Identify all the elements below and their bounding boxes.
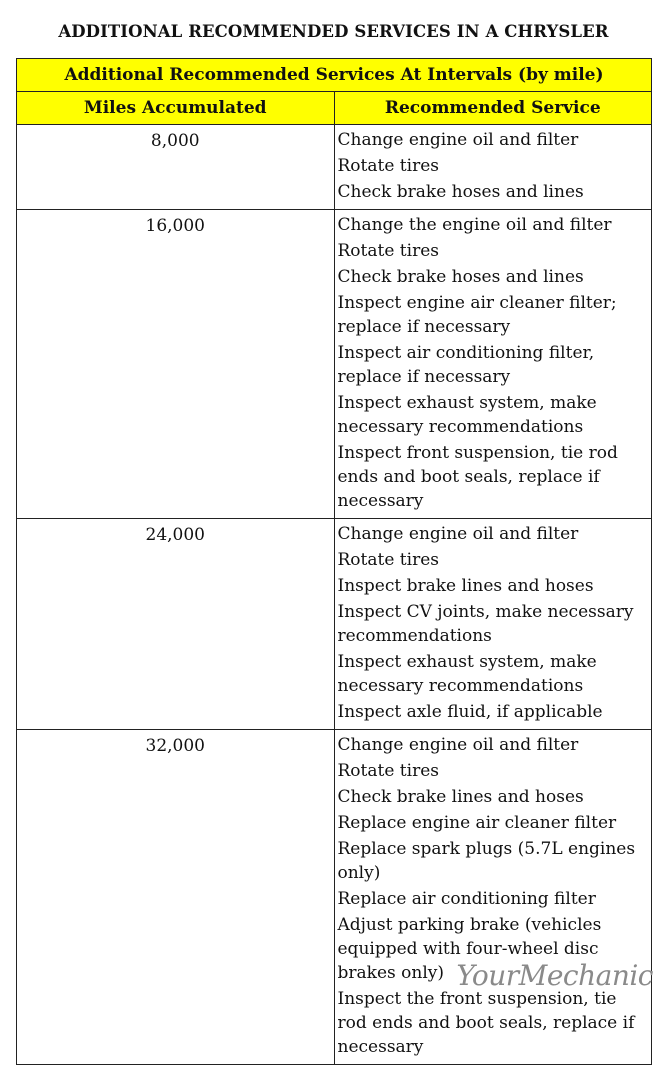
service-item: Replace engine air cleaner filter: [337, 813, 617, 833]
table-caption-row: [17, 59, 652, 92]
table-row: [17, 125, 652, 210]
service-item: Inspect axle fluid, if applicable: [337, 702, 603, 722]
service-item: Inspect brake lines and hoses: [337, 576, 594, 596]
service-item: Check brake lines and hoses: [337, 787, 584, 807]
table-caption: Additional Recommended Services At Intervals (by mile): [17, 59, 652, 92]
table-row: [17, 210, 652, 519]
table-header-row: [17, 92, 652, 125]
miles-cell: 24,000: [17, 519, 335, 730]
table-body: [17, 125, 652, 1065]
miles-cell: 32,000: [17, 730, 335, 1065]
service-item: Adjust parking brake (vehicles equipped with four-wheel disc brakes only): [337, 915, 602, 983]
service-cell: [334, 730, 652, 1065]
service-item: Change the engine oil and filter: [337, 215, 612, 235]
service-cell: [334, 125, 652, 210]
service-item: Rotate tires: [337, 550, 439, 570]
service-item: Change engine oil and filter: [337, 735, 579, 755]
service-item: Inspect CV joints, make necessary recommendations: [337, 602, 634, 646]
service-table: [16, 58, 652, 1065]
miles-cell: 8,000: [17, 125, 335, 210]
service-item: Replace air conditioning filter: [337, 889, 596, 909]
column-header-miles: Miles Accumulated: [17, 92, 335, 125]
service-item: Inspect front suspension, tie rod ends and boot seals, replace if necessary: [337, 443, 618, 511]
table-row: [17, 730, 652, 1065]
service-cell: [334, 210, 652, 519]
service-item: Replace spark plugs (5.7L engines only): [337, 839, 636, 883]
miles-cell: 16,000: [17, 210, 335, 519]
column-header-service: Recommended Service: [334, 92, 652, 125]
service-item: Check brake hoses and lines: [337, 267, 584, 287]
service-item: Check brake hoses and lines: [337, 182, 584, 202]
service-item: Change engine oil and filter: [337, 524, 579, 544]
service-item: Inspect exhaust system, make necessary recommendations: [337, 652, 597, 696]
service-item: Inspect engine air cleaner filter; replace if necessary: [337, 293, 617, 337]
service-item: Inspect exhaust system, make necessary recommendations: [337, 393, 597, 437]
table-row: [17, 519, 652, 730]
service-cell: [334, 519, 652, 730]
service-item: Inspect air conditioning filter, replace if necessary: [337, 343, 595, 387]
service-item: Rotate tires: [337, 156, 439, 176]
yourmechanic-logo: YourMechanic: [456, 959, 653, 992]
service-item: Rotate tires: [337, 761, 439, 781]
service-item: Inspect the front suspension, tie rod ends and boot seals, replace if necessary: [337, 989, 635, 1057]
page-title: ADDITIONAL RECOMMENDED SERVICES IN A CHRYSLER: [58, 22, 609, 41]
service-item: Rotate tires: [337, 241, 439, 261]
service-item: Change engine oil and filter: [337, 130, 579, 150]
